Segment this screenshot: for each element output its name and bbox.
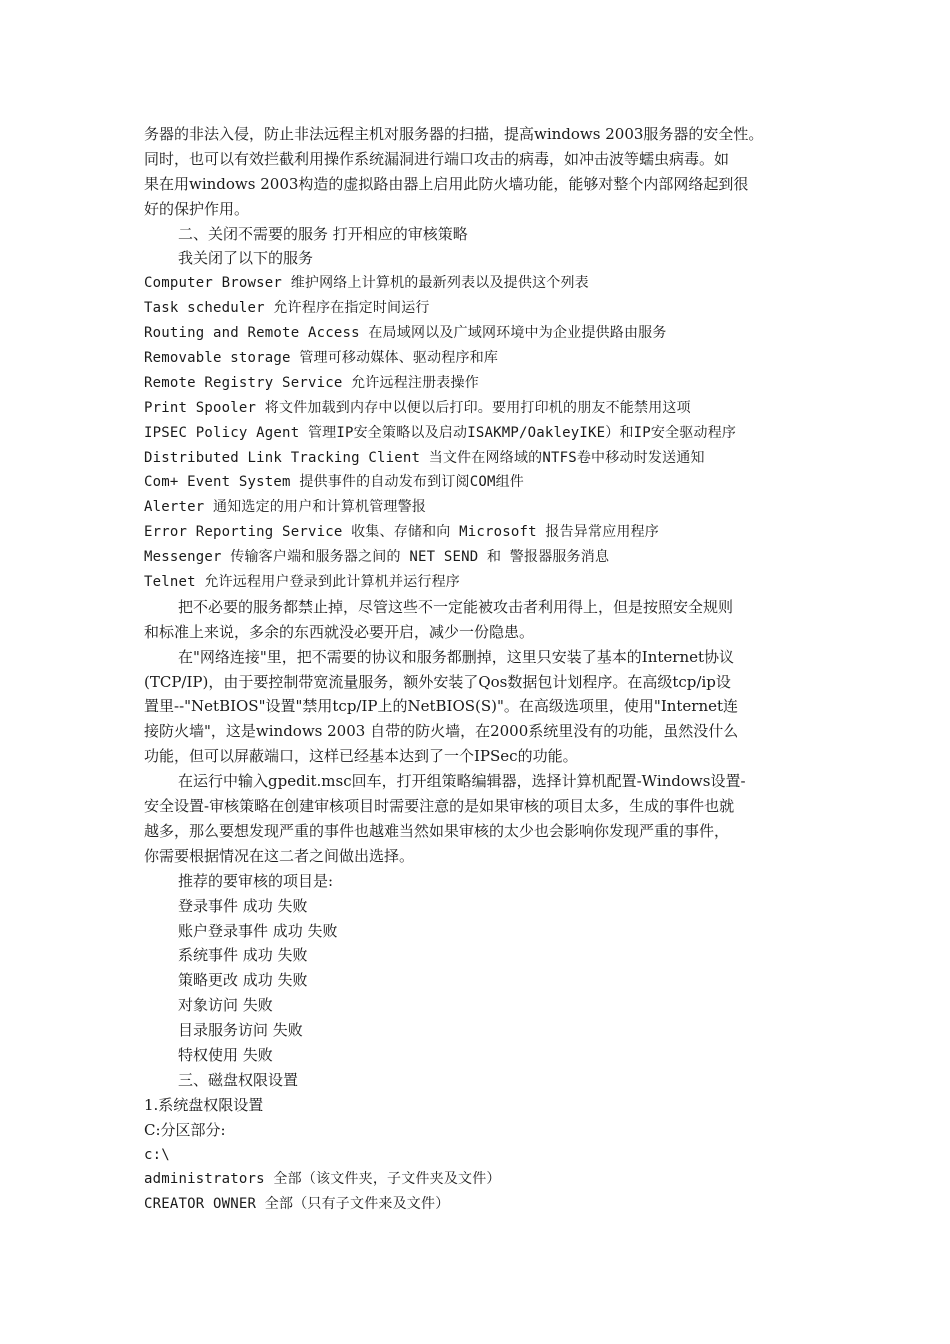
- paragraph-line: 把不必要的服务都禁止掉，尽管这些不一定能被攻击者利用得上，但是按照安全规则: [178, 597, 734, 616]
- paragraph-line: 和标准上来说，多余的东西就没必要开启，减少一份隐患。: [144, 622, 535, 641]
- service-item: Com+ Event System 提供事件的自动发布到订阅COM组件: [144, 474, 525, 491]
- subsection-heading: 1.系统盘权限设置: [144, 1095, 264, 1114]
- audit-item: 策略更改 成功 失败: [178, 971, 308, 990]
- permission-item: administrators 全部（该文件夹，子文件夹及文件）: [144, 1171, 501, 1188]
- paragraph-line: 同时，也可以有效拦截利用操作系统漏洞进行端口攻击的病毒，如冲击波等蠕虫病毒。如: [144, 149, 730, 168]
- paragraph-line: C:分区部分:: [144, 1120, 226, 1139]
- paragraph-line: (TCP/IP)，由于要控制带宽流量服务，额外安装了Qos数据包计划程序。在高级tcp/ip设: [144, 672, 731, 691]
- service-item: Computer Browser 维护网络上计算机的最新列表以及提供这个列表: [144, 275, 589, 292]
- paragraph-line: 你需要根据情况在这二者之间做出选择。: [144, 846, 415, 865]
- paragraph-line: 接防火墙"，这是windows 2003 自带的防火墙，在2000系统里没有的功能，虽然没什么: [144, 722, 739, 741]
- paragraph-line: 务器的非法入侵，防止非法远程主机对服务器的扫描，提高windows 2003服务器的安全性。: [144, 125, 764, 143]
- paragraph-line: 好的保护作用。: [144, 199, 250, 218]
- paragraph-line: 安全设置-审核策略在创建审核项目时需要注意的是如果审核的项目太多，生成的事件也就: [144, 797, 735, 816]
- service-item: Task scheduler 允许程序在指定时间运行: [144, 300, 430, 317]
- path-line: c:\: [144, 1146, 170, 1163]
- paragraph-line: 推荐的要审核的项目是:: [178, 871, 334, 890]
- audit-item: 对象访问 失败: [178, 996, 273, 1015]
- service-item: Routing and Remote Access 在局域网以及广域网环境中为企业提供路由服务: [144, 325, 667, 342]
- audit-item: 特权使用 失败: [178, 1045, 273, 1064]
- service-item: Alerter 通知选定的用户和计算机管理警报: [144, 499, 427, 516]
- audit-item: 目录服务访问 失败: [178, 1021, 303, 1040]
- service-item: Print Spooler 将文件加载到内存中以便以后打印。要用打印机的朋友不能禁用这项: [144, 399, 691, 416]
- audit-item: 账户登录事件 成功 失败: [178, 921, 338, 940]
- audit-item: 系统事件 成功 失败: [178, 946, 308, 965]
- paragraph-line: 越多，那么要想发现严重的事件也越难当然如果审核的太少也会影响你发现严重的事件，: [144, 821, 730, 840]
- section-heading: 二、关闭不需要的服务 打开相应的审核策略: [178, 224, 468, 243]
- paragraph-line: 功能，但可以屏蔽端口，这样已经基本达到了一个IPSec的功能。: [144, 747, 578, 766]
- paragraph-line: 在"网络连接"里，把不需要的协议和服务都删掉，这里只安装了基本的Internet协议: [178, 647, 735, 666]
- section-heading: 三、磁盘权限设置: [178, 1070, 299, 1089]
- service-item: Removable storage 管理可移动媒体、驱动程序和库: [144, 350, 499, 367]
- paragraph-line: 我关闭了以下的服务: [178, 249, 314, 268]
- service-item: IPSEC Policy Agent 管理IP安全策略以及启动ISAKMP/OakleyIKE）和IP安全驱动程序: [144, 424, 737, 441]
- service-item: Error Reporting Service 收集、存储和向 Microsoft 报告异常应用程序: [144, 524, 660, 541]
- audit-item: 登录事件 成功 失败: [178, 896, 308, 915]
- paragraph-line: 置里--"NetBIOS"设置"禁用tcp/IP上的NetBIOS(S)"。在高级选项里，使用"Internet连: [144, 697, 739, 716]
- paragraph-line: 在运行中输入gpedit.msc回车，打开组策略编辑器，选择计算机配置-Windows设置-: [178, 772, 746, 791]
- service-item: Telnet 允许远程用户登录到此计算机并运行程序: [144, 574, 460, 591]
- service-item: Distributed Link Tracking Client 当文件在网络域的NTFS卷中移动时发送通知: [144, 449, 705, 466]
- permission-item: CREATOR OWNER 全部（只有子文件来及文件）: [144, 1196, 450, 1213]
- paragraph-line: 果在用windows 2003构造的虚拟路由器上启用此防火墙功能，能够对整个内部网络起到很: [144, 174, 749, 193]
- service-item: Remote Registry Service 允许远程注册表操作: [144, 374, 479, 391]
- document-body: [144, 122, 814, 1217]
- service-item: Messenger 传输客户端和服务器之间的 NET SEND 和 警报器服务消息: [144, 549, 610, 566]
